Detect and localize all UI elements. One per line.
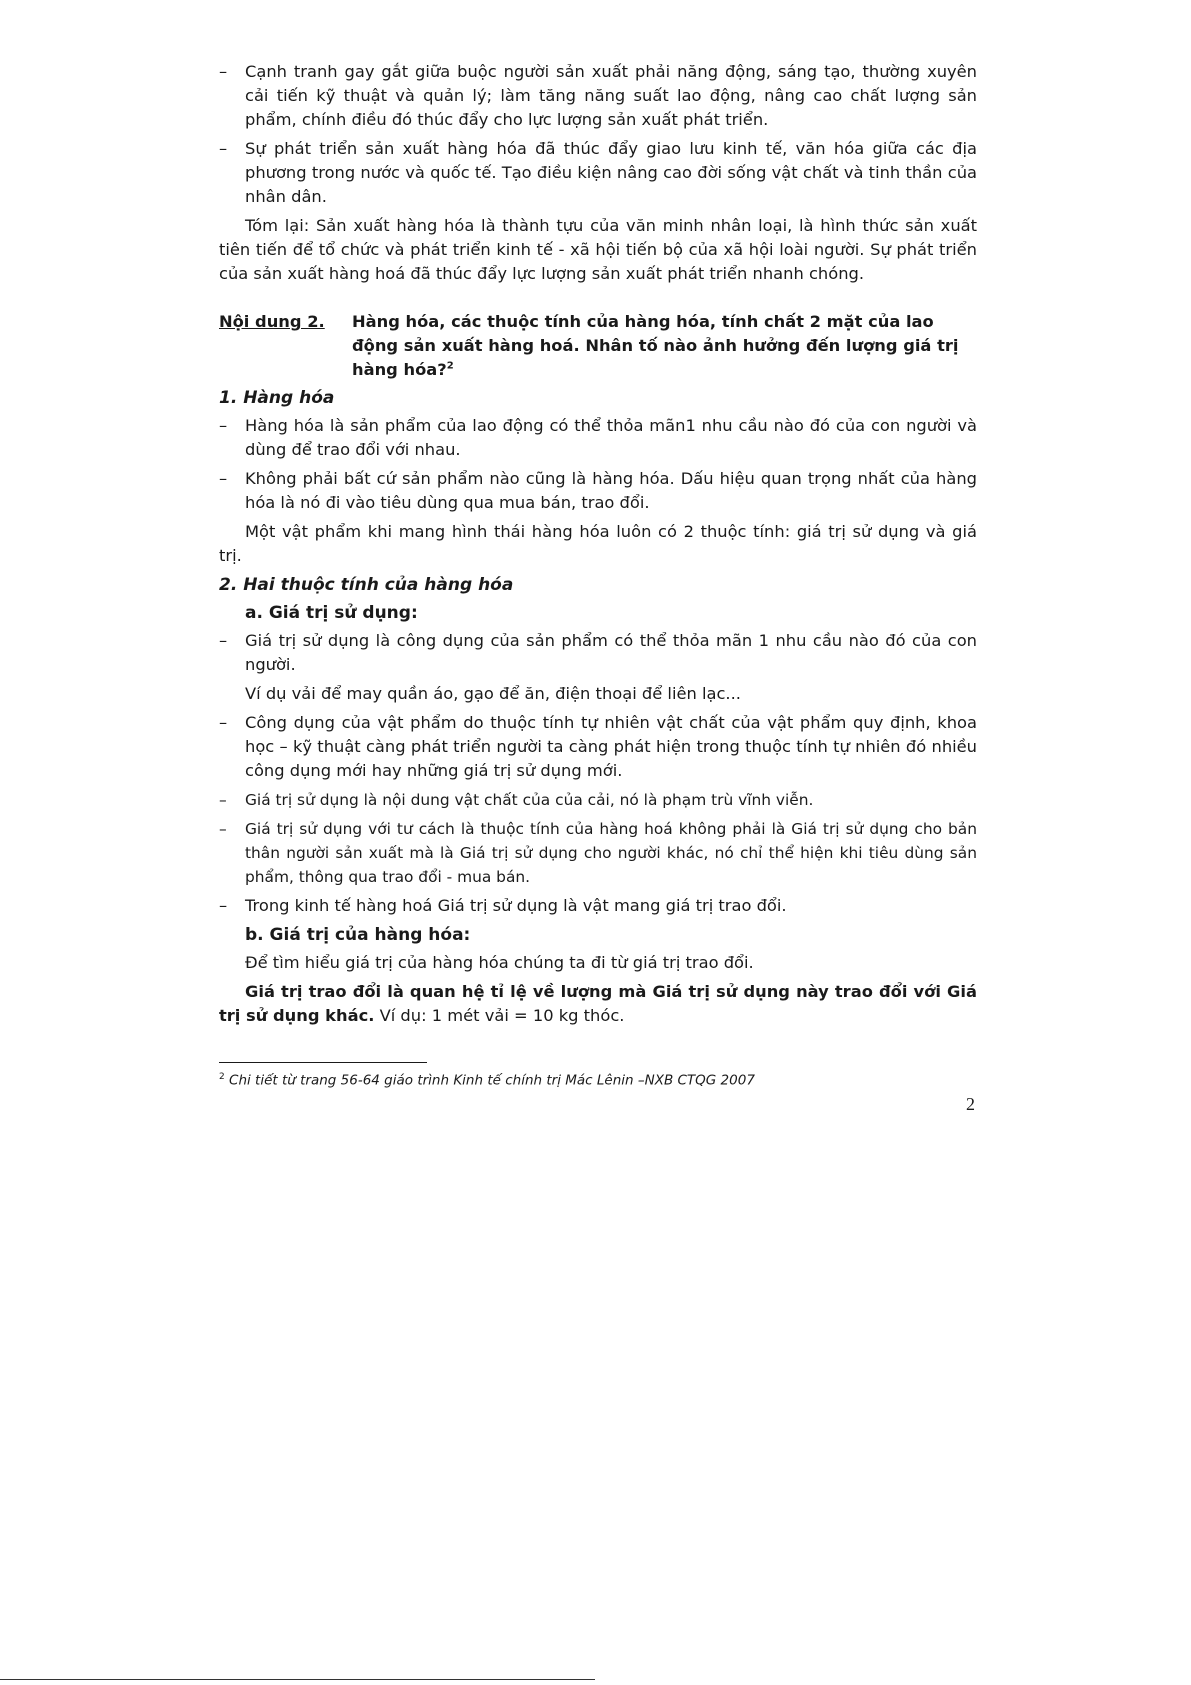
intro-bullet: – Sự phát triển sản xuất hàng hóa đã thúc đẩy giao lưu kinh tế, văn hóa giữa các địa phương trong nước và quốc tế. Tạo điều kiện nâng cao đời sống vật chất và tinh thần của nhân dân. <box>219 139 977 206</box>
subheading-gia-tri-su-dung: a. Giá trị sử dụng: <box>245 603 418 623</box>
list-item: – Công dụng của vật phẩm do thuộc tính tự nhiên vật chất của vật phẩm quy định, khoa học – kỹ thuật càng phát triển người ta càng phát hiện trong thuộc tính tự nhiên đó nhiều công dụng mới hay những giá trị sử dụng mới. <box>219 713 977 780</box>
list-item: – Giá trị sử dụng với tư cách là thuộc tính của hàng hoá không phải là Giá trị sử dụng cho bản thân người sản xuất mà là Giá trị sử dụng cho người khác, nó chỉ thể hiện khi tiêu dùng sản phẩm, thông qua trao đổi - mua bán. <box>219 820 977 886</box>
paragraph: Một vật phẩm khi mang hình thái hàng hóa luôn có 2 thuộc tính: giá trị sử dụng và giá trị. <box>219 522 977 565</box>
section-label: Nội dung 2. <box>219 312 325 331</box>
definition-example: Ví dụ: 1 mét vải = 10 kg thóc. <box>374 1006 625 1025</box>
section-title: Hàng hóa, các thuộc tính của hàng hóa, tính chất 2 mặt của lao động sản xuất hàng hoá. Nhân tố nào ảnh hưởng đến lượng giá trị hàng hóa? <box>352 312 959 379</box>
footnote <box>219 1072 979 1089</box>
summary-paragraph: Tóm lại: Sản xuất hàng hóa là thành tựu của văn minh nhân loại, là hình thức sản xuất tiên tiến để tổ chức và phát triển kinh tế - xã hội tiến bộ của xã hội loài người. Sự phát triển của sản xuất hàng hoá đã thúc đẩy lực lượng sản xuất phát triển nhanh chóng. <box>219 216 977 283</box>
subheading-gia-tri-hang-hoa: b. Giá trị của hàng hóa: <box>245 925 471 945</box>
list-item: – Trong kinh tế hàng hoá Giá trị sử dụng là vật mang giá trị trao đổi. <box>219 896 787 915</box>
footnote-divider <box>219 1062 427 1063</box>
definition-paragraph <box>219 980 977 1028</box>
list-item: – Hàng hóa là sản phẩm của lao động có thể thỏa mãn1 nhu cầu nào đó của con người và dùng để trao đổi với nhau. <box>219 416 977 459</box>
section-heading <box>219 310 977 382</box>
list-item: – Giá trị sử dụng là công dụng của sản phẩm có thể thỏa mãn 1 nhu cầu nào đó của con người. <box>219 631 977 674</box>
footnote-mark: 2 <box>219 1072 225 1082</box>
bottom-edge-line <box>0 1679 595 1680</box>
example-text: Ví dụ vải để may quần áo, gạo để ăn, điện thoại để liên lạc... <box>245 684 741 703</box>
footnote-ref: 2 <box>446 360 454 372</box>
intro-bullet: – Cạnh tranh gay gắt giữa buộc người sản xuất phải năng động, sáng tạo, thường xuyên cải tiến kỹ thuật và quản lý; làm tăng năng suất lao động, nâng cao chất lượng sản phẩm, chính điều đó thúc đẩy cho lực lượng sản xuất phát triển. <box>219 62 977 129</box>
definition-bold: Giá trị trao đổi là quan hệ tỉ lệ về lượng mà Giá trị sử dụng này trao đổi với Giá trị sử dụng khác. <box>219 982 977 1025</box>
heading-hang-hoa: 1. Hàng hóa <box>219 388 335 408</box>
page-number: 2 <box>966 1094 975 1114</box>
page-content <box>219 60 977 1033</box>
footnote-text: Chi tiết từ trang 56-64 giáo trình Kinh tế chính trị Mác Lênin –NXB CTQG 2007 <box>229 1072 755 1089</box>
heading-hai-thuoc-tinh: 2. Hai thuộc tính của hàng hóa <box>219 575 514 595</box>
list-item: – Giá trị sử dụng là nội dung vật chất của của cải, nó là phạm trù vĩnh viễn. <box>219 791 814 809</box>
paragraph: Để tìm hiểu giá trị của hàng hóa chúng ta đi từ giá trị trao đổi. <box>245 953 754 972</box>
list-item: – Không phải bất cứ sản phẩm nào cũng là hàng hóa. Dấu hiệu quan trọng nhất của hàng hóa là nó đi vào tiêu dùng qua mua bán, trao đổi. <box>219 469 977 512</box>
